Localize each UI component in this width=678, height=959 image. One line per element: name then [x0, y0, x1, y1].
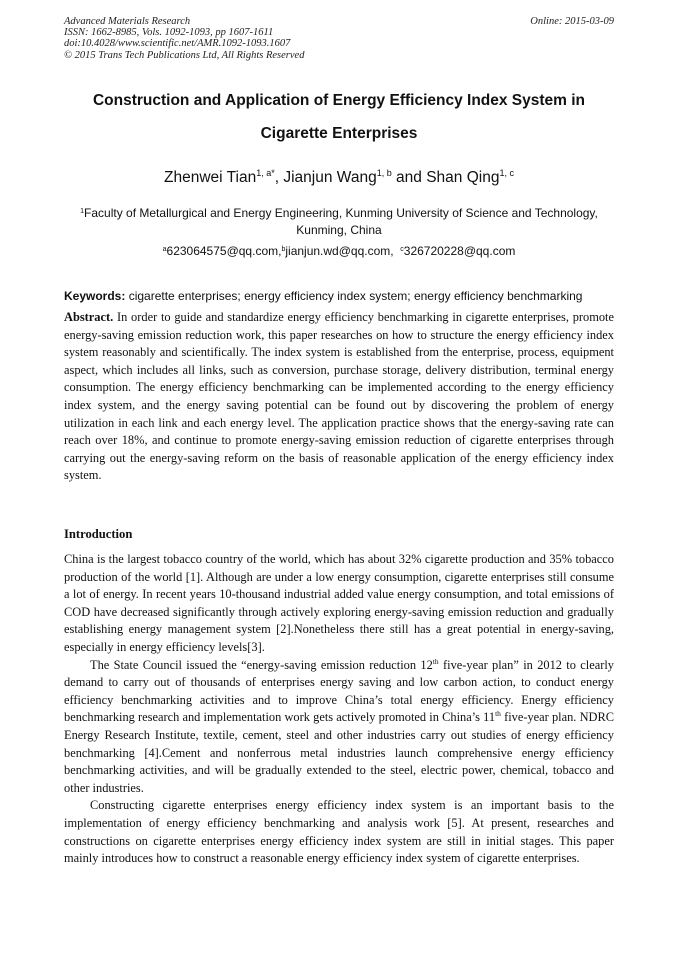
online-date: Online: 2015-03-09 [530, 16, 614, 27]
affiliation-mark: 1 [80, 208, 85, 215]
paragraph [64, 657, 614, 798]
email-mark: c [400, 246, 404, 253]
email-address: 623064575@qq.com, [166, 244, 282, 258]
author-affiliation-mark: 1, a* [256, 168, 275, 178]
email-address: jianjun.wd@qq.com, [285, 244, 394, 258]
author-affiliation-mark: 1, c [499, 168, 514, 178]
email-address: 326720228@qq.com [403, 244, 516, 258]
journal-name: Advanced Materials Research [64, 16, 191, 27]
email-mark: a [162, 246, 167, 253]
copyright-line: © 2015 Trans Tech Publications Ltd, All Rights Reserved [64, 49, 305, 61]
author-separator: , [274, 169, 284, 186]
paper-title-line-1: Construction and Application of Energy Efficiency Index System in [92, 92, 586, 109]
abstract-text: In order to guide and standardize energy efficiency benchmarking in cigarette enterprises, promote energy-saving emission reduction work, this paper researches on how to structure the energy efficiency index system reasonably and scientifically. The index system is established from the enterprise, process, equipment aspect, which includes all links, such as conversion, purchase storage, delivery distribution, terminal energy consumption. The energy efficiency benchmarking can be implemented according to the energy efficiency index system, and the energy saving potential can be found out by discovering the problem of energy utilization in each link and each energy level. The application practice shows that the energy-saving rate can reach over 18%, and continue to promote energy-saving emission reduction of cigarette enterprises through carrying out the energy-saving reform on the basis of reasonable application of the energy efficiency index system. [64, 310, 614, 483]
paragraph-text: five-year plan” in 2012 to clearly demand to carry out of thousands of enterprises energy saving and low carbon action, to conduct energy efficiency benchmarking activities and to improve China’s total energy efficiency. Energy efficiency benchmarking research and implementation work gets actively promoted in China’s 11 [64, 657, 614, 725]
abstract [64, 309, 614, 485]
paragraph-text: five-year plan. NDRC Energy Research Institute, textile, cement, steel and other industries carry out studies of energy efficiency benchmarking [4].Cement and nonferrous metal industries launch comprehensive energy efficiency benchmarking activities, and will be gradually extended to the steel, electric power, chemical, tobacco and other industries. [64, 710, 615, 795]
paragraph: Constructing cigarette enterprises energy efficiency index system is an important basis to the implementation of energy efficiency benchmarking and analysis work [5]. At present, researches and constructions on cigarette enterprises energy efficiency index system are still in initial stages. This paper mainly introduces how to construct a reasonable energy efficiency index system of cigarette enterprises. [64, 798, 614, 866]
author-affiliation-mark: 1, b [376, 168, 392, 178]
affiliation-text: Faculty of Metallurgical and Energy Engineering, Kunming University of Science and Technology, Kunming, China [84, 206, 598, 237]
ordinal-suffix: th [495, 709, 501, 719]
keywords-label: Keywords: [64, 289, 126, 303]
keywords [64, 289, 624, 303]
paper-title-line-2: Cigarette Enterprises [260, 125, 418, 142]
author-name: Zhenwei Tian [164, 169, 257, 186]
author-separator: and [391, 169, 427, 186]
email-list [40, 244, 638, 258]
ordinal-suffix: th [432, 656, 439, 666]
paragraph-text: The State Council issued the “energy-saving emission reduction 12 [90, 657, 433, 672]
author-name: Jianjun Wang [283, 169, 377, 186]
email-mark: b [281, 246, 286, 253]
author-list [40, 168, 638, 187]
author-name: Shan Qing [426, 169, 500, 186]
keywords-text: cigarette enterprises; energy efficiency index system; energy efficiency benchmarking [125, 289, 583, 303]
abstract-label: Abstract. [64, 310, 114, 324]
section-heading-introduction: Introduction [64, 527, 133, 541]
paragraph: China is the largest tobacco country of the world, which has about 32% cigarette production and 35% tobacco production of the world [1]. Although are under a low energy consumption, cigarette enterprises still consume a lot of energy. In recent years 10-thousand industrial added value energy consumption, and total emissions of COD have decreased significantly through actively exploring energy-saving emission reduction and gradually establishing energy management system [2].Nonetheless there still has a great potential in energy-saving, especially in energy efficiency levels[3]. [64, 552, 614, 654]
doi-line: doi:10.4028/www.scientific.net/AMR.1092-1093.1607 [64, 38, 291, 50]
affiliation [60, 203, 618, 239]
journal-header [64, 16, 304, 61]
introduction-body [64, 551, 614, 868]
issn-line: ISSN: 1662-8985, Vols. 1092-1093, pp 1607-1611 [64, 27, 274, 39]
